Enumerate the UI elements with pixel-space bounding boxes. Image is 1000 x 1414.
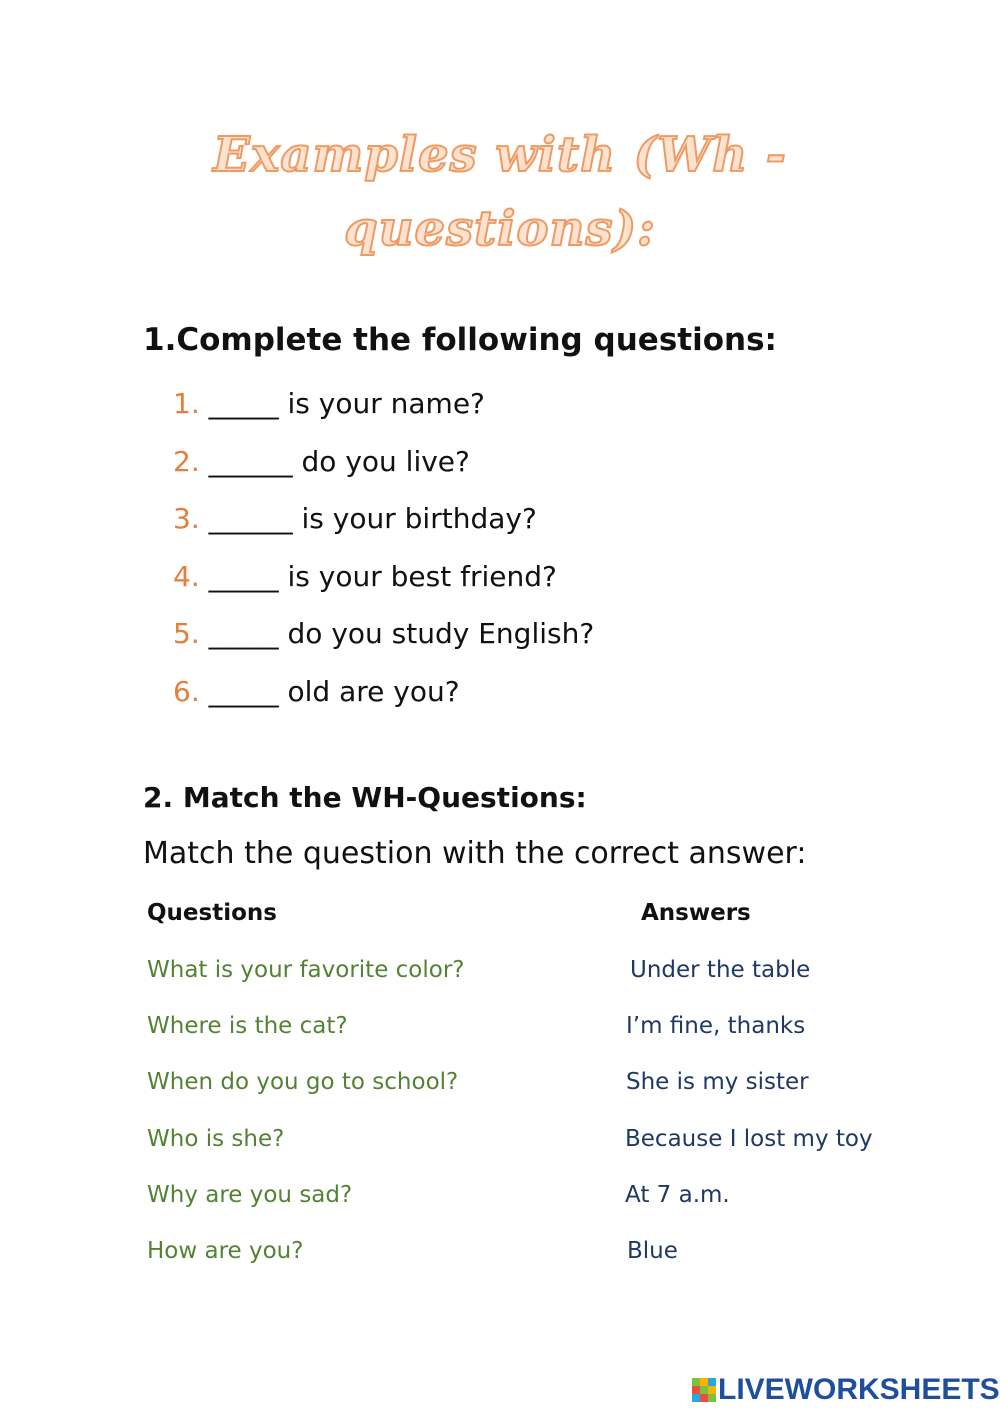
questions-list	[147, 954, 465, 1291]
answers-column-header: Answers	[641, 900, 751, 926]
match-answer[interactable]: Blue	[627, 1238, 678, 1264]
match-instruction: Match the question with the correct answer:	[143, 836, 807, 871]
liveworksheets-mark-icon	[692, 1378, 716, 1402]
questions-column-header: Questions	[147, 900, 277, 926]
match-question[interactable]: How are you?	[147, 1237, 304, 1264]
question-number: 3.	[173, 502, 200, 536]
section-1-heading: 1.Complete the following questions:	[143, 322, 777, 358]
match-question[interactable]: Who is she?	[147, 1125, 285, 1152]
title-line-2: questions):	[344, 201, 656, 257]
question-text: _____ is your name?	[208, 387, 485, 420]
match-answer[interactable]: At 7 a.m.	[625, 1182, 730, 1208]
question-number: 6.	[173, 674, 200, 708]
match-answer[interactable]: Because I lost my toy	[625, 1126, 873, 1152]
page-title	[150, 118, 850, 266]
match-answer[interactable]: Under the table	[630, 957, 811, 983]
match-answer[interactable]: She is my sister	[626, 1069, 809, 1095]
question-text: ______ do you live?	[208, 444, 470, 478]
fill-in-questions-list	[173, 383, 594, 729]
liveworksheets-logo	[692, 1372, 1000, 1408]
question-text: _____ do you study English?	[208, 617, 595, 651]
match-question[interactable]: Where is the cat?	[147, 1013, 348, 1040]
question-text: ______ is your birthday?	[208, 502, 537, 536]
question-number: 4.	[173, 559, 200, 593]
logo-text: LIVEWORKSHEETS	[718, 1373, 1000, 1406]
fill-in-question[interactable]	[173, 498, 594, 556]
match-answer[interactable]: I’m fine, thanks	[626, 1013, 806, 1039]
fill-in-question[interactable]	[173, 383, 594, 441]
match-question[interactable]: What is your favorite color?	[147, 957, 465, 983]
fill-in-question[interactable]	[173, 441, 594, 499]
fill-in-question[interactable]	[173, 613, 594, 671]
question-text: _____ old are you?	[208, 674, 460, 708]
question-text: _____ is your best friend?	[208, 559, 557, 593]
question-number: 1.	[173, 387, 200, 420]
match-question[interactable]: Why are you sad?	[147, 1181, 353, 1208]
section-2-heading: 2. Match the WH-Questions:	[143, 781, 587, 814]
question-number: 5.	[173, 617, 200, 651]
fill-in-question[interactable]	[173, 556, 594, 614]
fill-in-question[interactable]	[173, 671, 594, 729]
question-number: 2.	[173, 444, 200, 478]
title-line-1: Examples with (Wh -	[213, 127, 787, 183]
match-question[interactable]: When do you go to school?	[147, 1069, 459, 1096]
